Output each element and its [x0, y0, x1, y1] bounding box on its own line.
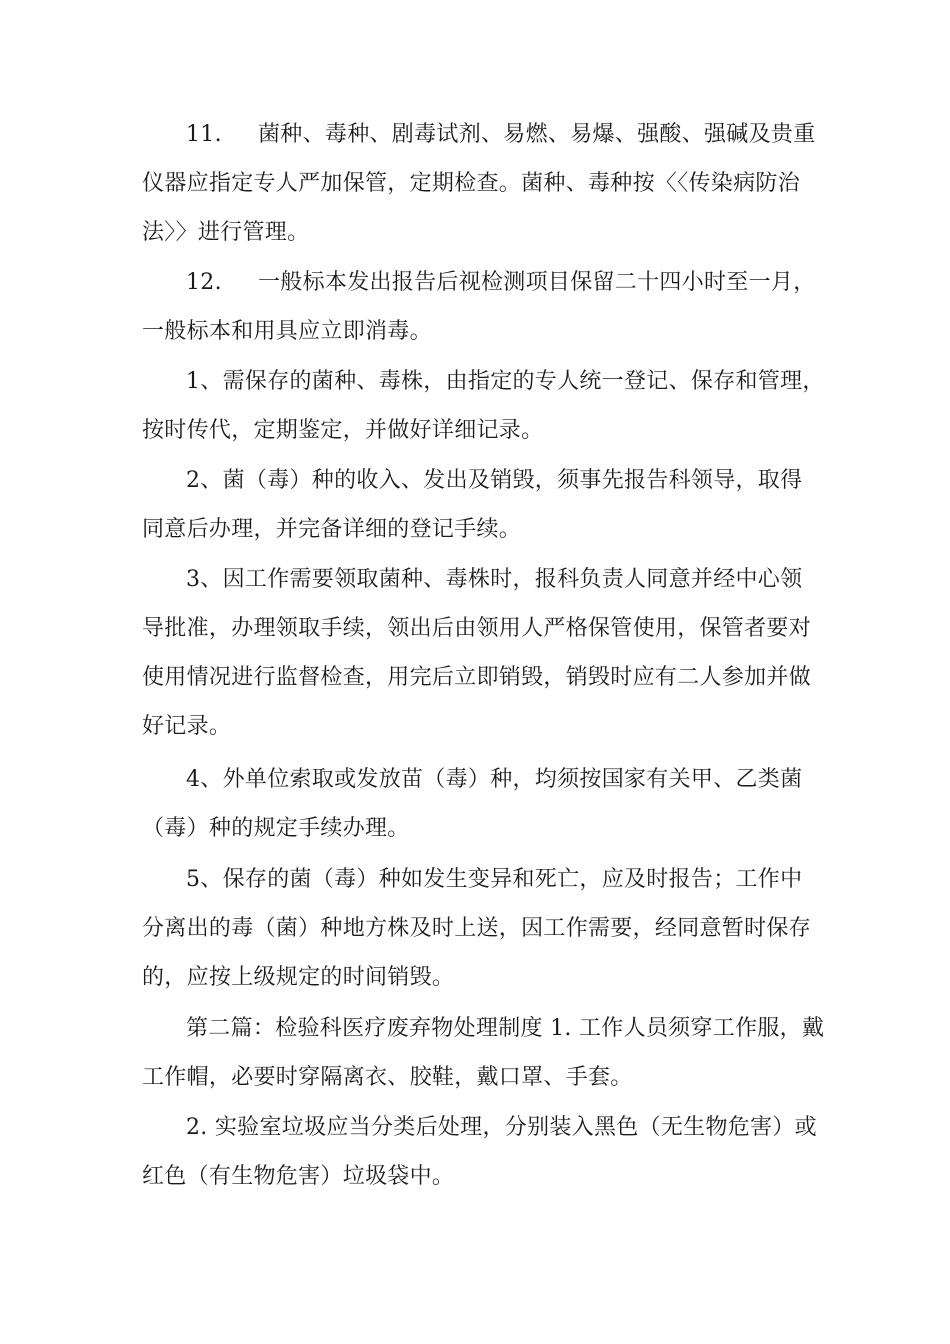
paragraph-line: 工作帽，必要时穿隔离衣、胶鞋，戴口罩、手套。	[142, 1065, 633, 1090]
paragraph-section-two-item-2	[142, 1103, 817, 1201]
paragraph-line: 3、因工作需要领取菌种、毒株时，报科负责人同意并经中心领	[186, 567, 803, 592]
paragraph-line: 使用情况进行监督检查，用完后立即销毁，销毁时应有二人参加并做	[142, 665, 812, 690]
paragraph-item-3	[142, 555, 814, 751]
paragraph-item-1	[142, 357, 825, 455]
paragraph-line: 1、需保存的菌种、毒株，由指定的专人统一登记、保存和管理，	[186, 369, 825, 394]
paragraph-line: 好记录。	[142, 714, 232, 739]
paragraph-12	[142, 258, 814, 356]
paragraph-line: 5、保存的菌（毒）种如发生变异和死亡，应及时报告；工作中	[186, 867, 803, 892]
paragraph-item-5	[142, 855, 814, 1002]
paragraph-line: 2. 实验室垃圾应当分类后处理，分别装入黑色（无生物危害）或	[186, 1115, 817, 1140]
paragraph-item-4	[142, 755, 814, 853]
item-number: 12.	[186, 270, 222, 295]
paragraph-section-two	[142, 1004, 825, 1102]
paragraph-line: 导批准，办理领取手续，领出后由领用人严格保管使用，保管者要对	[142, 616, 812, 641]
paragraph-line: 分离出的毒（菌）种地方株及时上送，因工作需要，经同意暂时保存	[142, 916, 812, 941]
paragraph-line: 的，应按上级规定的时间销毁。	[142, 965, 455, 990]
paragraph-11	[142, 110, 814, 257]
paragraph-item-2	[142, 456, 814, 554]
paragraph-line: 4、外单位索取或发放苗（毒）种，均须按国家有关甲、乙类菌	[186, 767, 803, 792]
paragraph-line: 仪器应指定专人严加保管，定期检查。菌种、毒种按〈〈传染病防治	[142, 171, 801, 196]
paragraph-line: 12. 一般标本发出报告后视检测项目保留二十四小时至一月，	[142, 258, 814, 307]
item-number: 11.	[186, 122, 222, 147]
paragraph-line: 11. 菌种、毒种、剧毒试剂、易燃、易爆、强酸、强碱及贵重	[142, 110, 814, 159]
paragraph-line: 2、菌（毒）种的收入、发出及销毁，须事先报告科领导，取得	[186, 468, 803, 493]
paragraph-line: 同意后办理，并完备详细的登记手续。	[142, 517, 522, 542]
paragraph-line: 红色（有生物危害）垃圾袋中。	[142, 1164, 455, 1189]
paragraph-line: 法〉〉进行管理。	[142, 220, 310, 245]
paragraph-line: （毒）种的规定手续办理。	[142, 816, 410, 841]
paragraph-line: 第二篇：检验科医疗废弃物处理制度 1. 工作人员须穿工作服，戴	[186, 1016, 825, 1041]
paragraph-line: 按时传代，定期鉴定，并做好详细记录。	[142, 418, 544, 443]
paragraph-line: 一般标本和用具应立即消毒。	[142, 319, 432, 344]
